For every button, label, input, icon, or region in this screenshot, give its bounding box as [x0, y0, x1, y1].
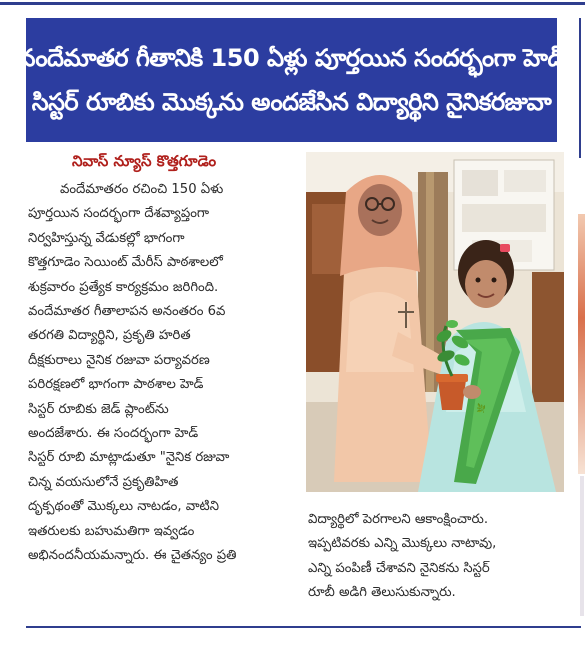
body-line: అందజేశారు. ఈ సందర్భంగా హెడ్	[28, 426, 199, 442]
body-line: సిస్టర్ రూబికు జెడ్ ప్లాంట్‌ను	[28, 401, 169, 417]
news-photo	[306, 152, 564, 492]
body-line: పూర్తయిన సందర్భంగా దేశవ్యాప్తంగా	[28, 206, 210, 222]
body-line: కొత్తగూడెం సెయింట్ మేరీస్ పాఠశాలలో	[28, 255, 223, 271]
body-line: ఇతరులకు బహుమతిగా ఇవ్వడం	[28, 523, 195, 539]
body-line: వందేమాతరం రచించి 150 ఏళు	[60, 182, 224, 197]
article-body-right-column	[308, 508, 570, 606]
body-line: ఎన్ని పంపిణీ చేశావని నైనికను సిస్టర్	[308, 560, 490, 576]
headline-line-1: వందేమాతర గీతానికి 150 ఏళ్లు పూర్తయిన సందర్భంగా హెడ్	[18, 44, 565, 72]
body-line: నిర్వహిస్తున్న వేడుకల్లో భాగంగా	[28, 230, 185, 246]
body-line: అభినందనీయమన్నారు. ఈ చైతన్యం ప్రతి	[28, 548, 237, 564]
bottom-border-rule	[26, 626, 581, 628]
byline: నివాస్ న్యూస్ కొత్తగూడెం	[72, 152, 217, 170]
headline-banner	[18, 18, 565, 142]
right-column-rule	[579, 18, 581, 158]
body-line: చిన్న వయసులోనే ప్రకృతిహిత	[28, 474, 179, 490]
body-line: తరగతి విద్యార్థిని, ప్రకృతి హరిత	[28, 328, 191, 344]
adjacent-article-edge	[578, 214, 585, 474]
body-line: దృక్పథంతో మొక్కలు నాటడం, వాటిని	[28, 499, 219, 515]
news-photo-illustration	[306, 152, 564, 492]
body-line: రూబీ అడిగి తెలుసుకున్నారు.	[308, 585, 456, 601]
body-line: పరిరక్షణలో భాగంగా పాఠశాల హెడ్	[28, 377, 204, 393]
body-line: వందేమాతర గీతాలాపన అనంతరం 6వ	[28, 304, 226, 320]
article-body-left-column	[28, 178, 300, 569]
svg-text:🌿: 🌿	[475, 402, 487, 415]
body-line: శుక్రవారం ప్రత్యేక కార్యక్రమం జరిగింది.	[28, 279, 219, 295]
body-line: ఇప్పటివరకు ఎన్ని మొక్కలు నాటావు,	[308, 536, 497, 552]
headline-line-2: సిస్టర్ రూబికు మొక్కను అందజేసిన విద్యార్థిని నైనికరజువా	[31, 88, 552, 116]
adjacent-article-edge-lower	[580, 476, 584, 616]
body-line: విద్యార్థిలో పెరగాలని ఆకాంక్షించారు.	[308, 512, 489, 527]
body-line: సిస్టర్ రూబి మాట్లాడుతూ "నైనిక రజువా	[28, 450, 230, 466]
top-border-rule	[0, 2, 585, 5]
body-line: దీక్షకురాలు నైనిక రజువా పర్యావరణ	[28, 352, 210, 368]
